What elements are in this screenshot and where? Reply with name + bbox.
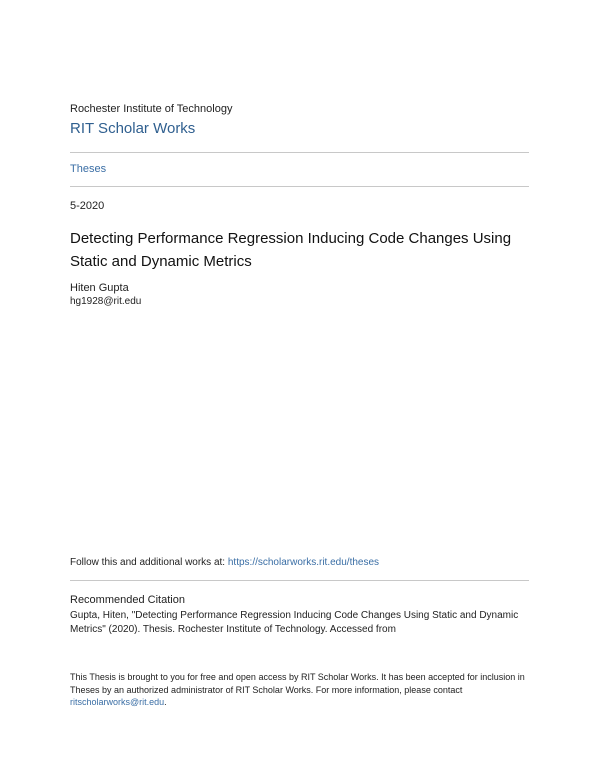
institution-name: Rochester Institute of Technology <box>70 103 233 115</box>
publication-date: 5-2020 <box>70 200 105 212</box>
divider <box>70 186 529 187</box>
author-email: hg1928@rit.edu <box>70 296 142 307</box>
divider <box>70 580 529 581</box>
follow-line <box>70 557 379 568</box>
author-name: Hiten Gupta <box>70 282 129 294</box>
notice-text: This Thesis is brought to you for free and open access by RIT Scholar Works. It has been accepted for inclusion in Theses by an authorized administrator of RIT Scholar Works. For more information, please contact <box>70 672 525 695</box>
contact-email-link[interactable]: ritscholarworks@rit.edu <box>70 697 165 707</box>
theses-link[interactable]: https://scholarworks.rit.edu/theses <box>227 557 380 568</box>
citation-text: Gupta, Hiten, "Detecting Performance Regression Inducing Code Changes Using Static and Dynamic Metrics" (2020). Thesis. Rochester Institute of Technology. Accessed from <box>70 610 519 635</box>
citation-heading: Recommended Citation <box>70 594 185 606</box>
collection-link[interactable]: Theses <box>70 163 107 175</box>
follow-text: Follow this and additional works at: <box>70 557 228 568</box>
notice-end: . <box>164 697 167 707</box>
document-title: Detecting Performance Regression Inducing Code Changes Using Static and Dynamic Metrics <box>70 230 512 270</box>
repository-link[interactable]: RIT Scholar Works <box>70 120 196 137</box>
access-notice <box>70 671 530 709</box>
divider <box>70 152 529 153</box>
